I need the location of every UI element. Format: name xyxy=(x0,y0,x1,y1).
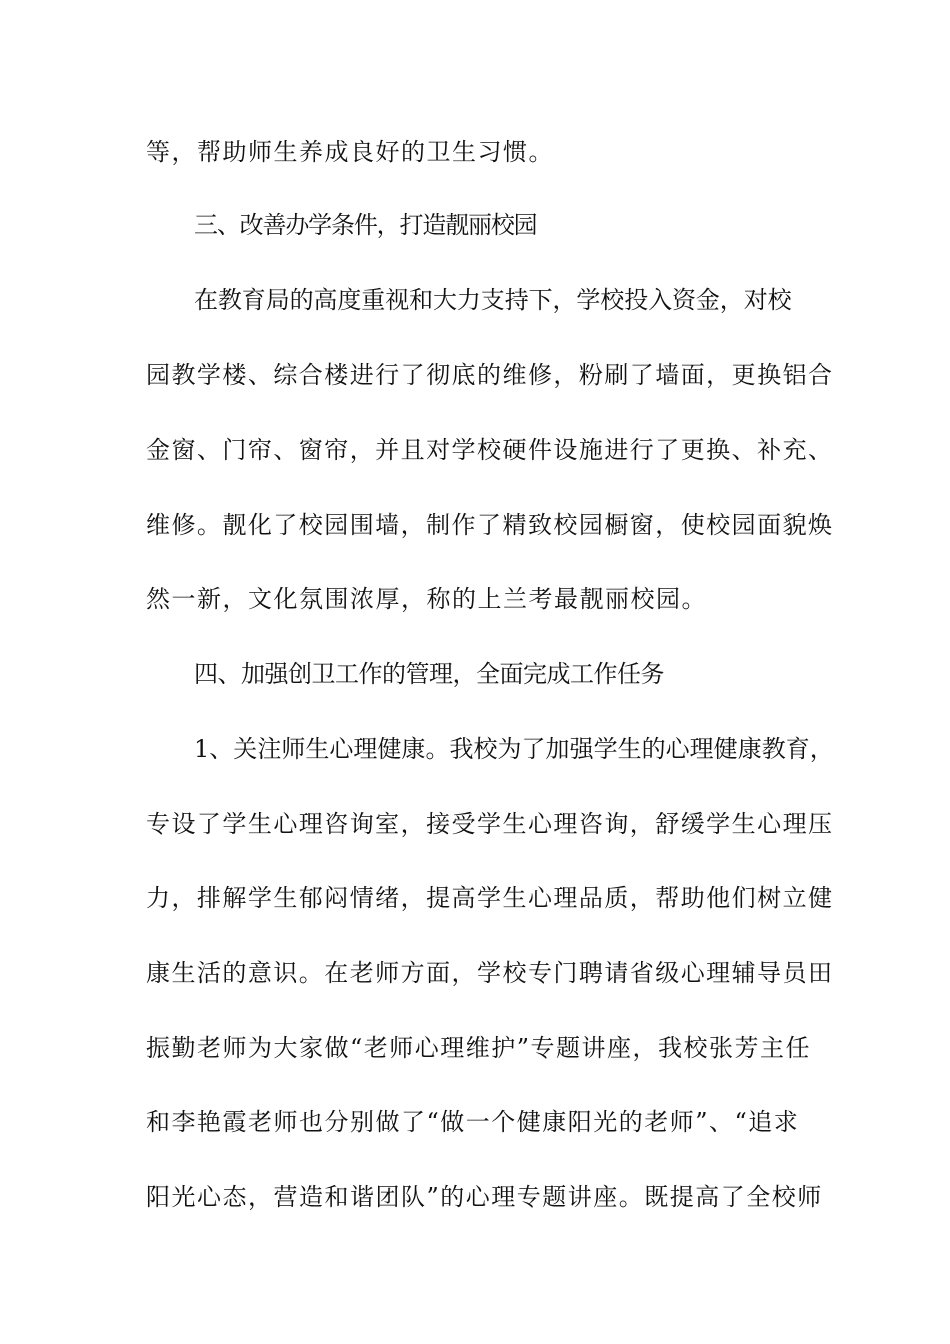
text-line: 力，排解学生郁闷情绪，提高学生心理品质，帮助他们树立健 xyxy=(146,884,834,912)
text-line: 园教学楼、综合楼进行了彻底的维修，粉刷了墙面，更换铝合 xyxy=(146,361,834,389)
text-line: 维修。靓化了校园围墙，制作了精致校园橱窗，使校园面貌焕 xyxy=(146,511,834,539)
section-heading: 三、改善办学条件，打造靓丽校园 xyxy=(194,211,537,239)
text-line: 康生活的意识。在老师方面，学校专门聘请省级心理辅导员田 xyxy=(146,959,834,987)
text-line: 和李艳霞老师也分别做了“做一个健康阳光的老师”、“追求 xyxy=(146,1108,800,1136)
section-heading: 四、加强创卫工作的管理，全面完成工作任务 xyxy=(194,660,664,688)
text-line: 在教育局的高度重视和大力支持下，学校投入资金，对校 xyxy=(194,286,792,314)
text-line: 然一新，文化氛围浓厚，称的上兰考最靓丽校园。 xyxy=(146,585,707,613)
text-line: 1、关注师生心理健康。我校为了加强学生的心理健康教育， xyxy=(194,735,834,763)
text-line: 阳光心态，营造和谐团队”的心理专题讲座。既提高了全校师 xyxy=(146,1183,823,1211)
text-line: 振勤老师为大家做“老师心理维护”专题讲座，我校张芳主任 xyxy=(146,1034,812,1062)
text-line: 等，帮助师生养成良好的卫生习惯。 xyxy=(146,138,554,166)
text-line: 专设了学生心理咨询室，接受学生心理咨询，舒缓学生心理压 xyxy=(146,810,834,838)
text-line: 金窗、门帘、窗帘，并且对学校硬件设施进行了更换、补充、 xyxy=(146,436,834,464)
